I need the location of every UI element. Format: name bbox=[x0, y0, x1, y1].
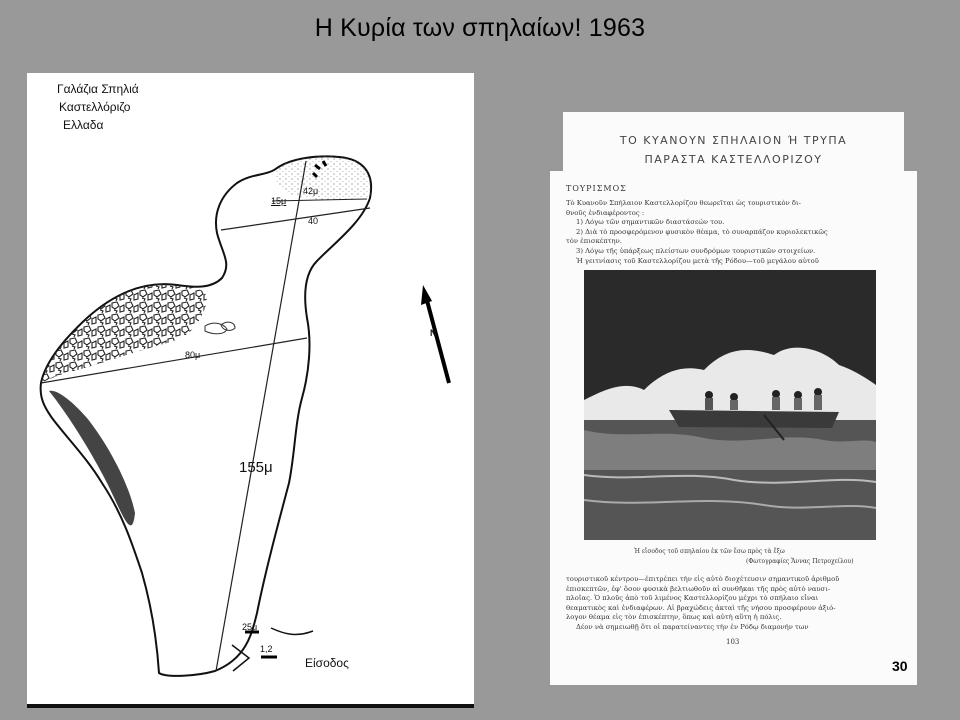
slide-title: Η Κυρία των σπηλαίων! 1963 bbox=[314, 14, 646, 42]
text-line: τουριστικοῦ κέντρου—ἐπιτρέπει τὴν εἰς αὐτὸ διοχέτευσιν σημαντικοῦ ἀριθμοῦ bbox=[566, 575, 840, 583]
rubble-area bbox=[41, 284, 207, 383]
map-bottom-edge bbox=[27, 704, 474, 708]
photo-credit: (Φωτογραφίες Ἄννας Πετροχείλου) bbox=[746, 558, 854, 565]
text-line: θεαματικὸς καὶ ἐνδιαφέρων. Αἱ βραχώδεις ἀκταὶ τῆς νήσου προσφέρουν ἀξιό- bbox=[566, 603, 836, 612]
dark-rock-band bbox=[49, 391, 135, 526]
paragraph-bottom bbox=[566, 575, 902, 633]
text-line: Δέον νὰ σημειωθῇ ὅτι οἱ παρατείναντες τὴν ἐν Ρόδῳ διαμονήν των bbox=[576, 622, 809, 631]
text-line: Τὸ Κυανοῦν Σπήλαιον Καστελλορίζου θεωρεῖται ὡς τουριστικὸν δι- bbox=[566, 199, 801, 207]
text-line: 1) Λόγω τῶν σημαντικῶν διαστάσεών του. bbox=[576, 218, 725, 227]
text-line: θνοῦς ἐνδιαφέροντος : bbox=[566, 208, 645, 217]
cave-boat-photo bbox=[584, 270, 876, 540]
text-line: τὸν ἐπισκέπτην. bbox=[566, 237, 622, 246]
document-title: ΤΟ ΚΥΑΝΟΥΝ ΣΠΗΛΑΙΟΝ Ή ΤΡΥΠΑ bbox=[619, 134, 848, 147]
slide-number: 30 bbox=[892, 658, 908, 674]
paragraph-top bbox=[566, 199, 902, 266]
text-line: Ἡ γειτνίασις τοῦ Καστελλορίζου μετὰ τῆς Ρόδου—τοῦ μεγάλου αὐτοῦ bbox=[576, 256, 819, 265]
cave-map-card bbox=[27, 73, 474, 705]
cave-outline bbox=[41, 156, 372, 675]
north-arrow bbox=[425, 293, 449, 383]
dimension-label: 25μ bbox=[242, 622, 258, 632]
document-page-number: 103 bbox=[726, 638, 740, 646]
text-line: 2) Διὰ τὸ προσφερόμενον φυσικὸν θέαμα, τὸ συναρπάζον κυριολεκτικῶς bbox=[576, 227, 828, 236]
dimension-label: 80μ bbox=[185, 350, 201, 360]
cave-map-drawing bbox=[27, 73, 474, 705]
text-line: 3) Λόγω τῆς ὑπάρξεως πλείστων συνδρόμων τουριστικῶν στοιχείων. bbox=[576, 246, 816, 255]
text-line: πλοΐας. Ὁ πλοῦς ἀπὸ τοῦ λιμένος Καστελλορίζου μέχρι τὸ σπήλαιο εἶναι bbox=[566, 594, 819, 603]
map-place-line: Ελλαδα bbox=[63, 118, 104, 132]
dimension-label: 155μ bbox=[239, 459, 273, 476]
text-line: λογον θέαμα εἰς τὸν ἐπισκέπτην, ὅπως καὶ αὐτὴ αὕτη ἡ πόλις. bbox=[566, 613, 782, 622]
photo-caption: Ἡ εἴσοδος τοῦ σπηλαίου ἐκ τῶν ἔσω πρὸς τὰ ἔξω bbox=[634, 548, 785, 555]
dimension-label: 1,2 bbox=[260, 644, 273, 654]
map-place-line: Καστελλόριζο bbox=[59, 100, 131, 114]
north-label: N bbox=[430, 328, 437, 338]
dimension-label: 42μ bbox=[303, 186, 319, 196]
map-place-line: Γαλάζια Σπηλιά bbox=[57, 82, 139, 96]
text-line: ἐπισκεπτῶν, ἐφ' ὅσον φυσικὰ βελτιωθοῦν αἱ συνθῆκαι τῆς πρὸς αὐτὸ ναυσι- bbox=[566, 584, 831, 593]
entrance-label: Είσοδος bbox=[305, 656, 349, 670]
dimension-label: 15μ bbox=[271, 196, 287, 206]
document-title-page bbox=[563, 112, 904, 176]
dimension-label: 40 bbox=[308, 216, 319, 226]
document-page bbox=[550, 171, 917, 685]
section-heading: ΤΟΥΡΙΣΜΟΣ bbox=[566, 184, 627, 193]
document-subtitle: ΠΑΡΑΣΤΑ ΚΑΣΤΕΛΛΟΡΙΖΟΥ bbox=[644, 153, 823, 166]
